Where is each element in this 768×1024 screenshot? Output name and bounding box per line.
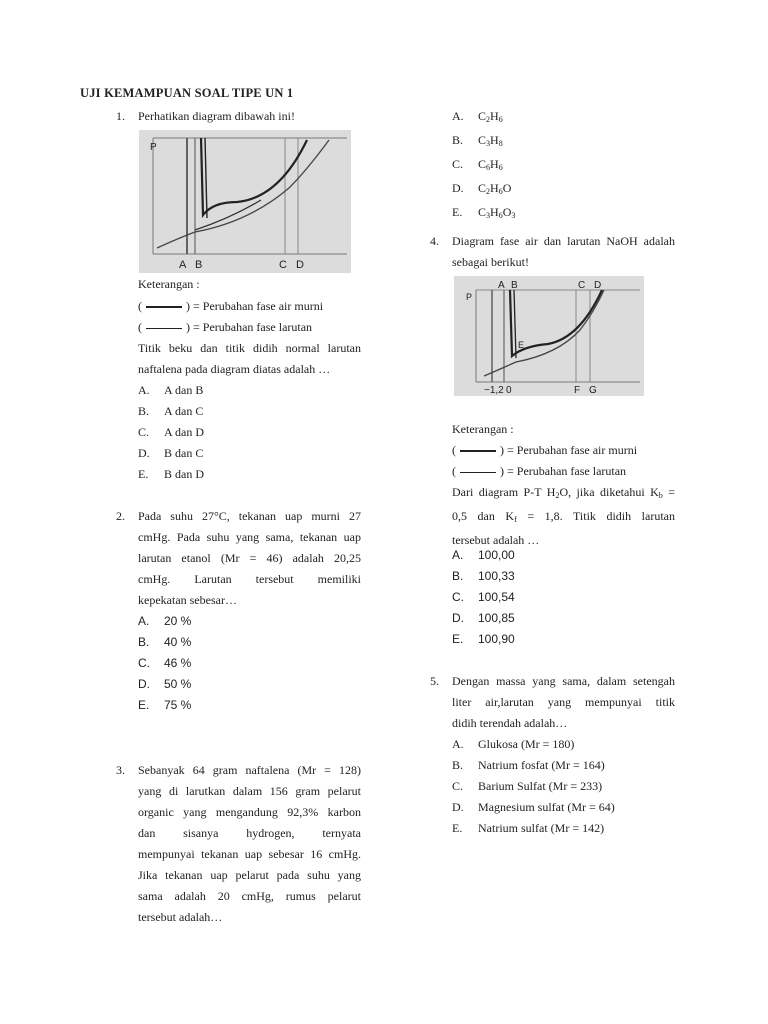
option-text: 50 % (164, 677, 192, 691)
option-letter: D. (452, 800, 464, 814)
question-text (452, 671, 675, 734)
option-letter: C. (452, 157, 464, 171)
option-list (138, 611, 191, 716)
option-letter: C. (452, 590, 464, 604)
legend-text: ) = Perubahan fase air murni (500, 443, 638, 457)
option-text: Barium Sulfat (Mr = 233) (478, 779, 603, 793)
text-line: Dari diagram P-T $H_2O$, jika diketahui $K_b$ = (452, 485, 675, 500)
legend-text: ) = Perubahan fase air murni (186, 299, 324, 313)
legend-paren: ( (452, 443, 456, 457)
option-d[interactable] (138, 674, 191, 695)
text-line: Titik beku dan titik didih normal larutan (138, 341, 361, 355)
question-number: 4. (430, 234, 439, 248)
fig2-label-p: P (466, 292, 473, 302)
option-letter: A. (138, 614, 150, 628)
option-letter: B. (138, 635, 150, 649)
question-text (138, 760, 361, 928)
option-text: Natrium sulfat (Mr = 142) (478, 821, 605, 835)
legend-item-pure-water (452, 440, 637, 461)
option-b[interactable] (138, 401, 204, 422)
legend-heading: Keterangan : (138, 277, 200, 291)
option-e[interactable] (452, 629, 515, 650)
option-letter: D. (138, 446, 150, 460)
option-letter: E. (452, 632, 464, 646)
fig2-label-d: D (594, 280, 602, 291)
question-text (138, 338, 361, 380)
option-text: Natrium fosfat (Mr = 164) (478, 758, 605, 772)
option-list (452, 734, 615, 839)
option-c[interactable] (452, 776, 615, 797)
option-text: A dan D (164, 425, 204, 439)
option-text: A dan C (164, 404, 204, 418)
question-text (138, 506, 361, 611)
option-text: 100,85 (478, 611, 515, 625)
legend-heading: Keterangan : (452, 422, 514, 436)
fig2-label-minus-1-2: −1,2 (484, 385, 504, 396)
fig1-label-p: P (150, 142, 157, 153)
phase-diagram-2 (454, 276, 644, 396)
formula: $C_3H_6O_3$ (478, 205, 516, 220)
legend-text: ) = Perubahan fase larutan (186, 320, 313, 334)
text-line: yang di larutkan dalam 156 gram pelarut (138, 784, 361, 798)
option-d[interactable] (452, 797, 615, 818)
option-e[interactable] (452, 202, 515, 226)
fig1-label-c: C (279, 259, 287, 271)
text-line: kepekatan sebesar… (138, 593, 237, 607)
option-letter: B. (452, 758, 464, 772)
text-line: dan sisanya hydrogen, ternyata (138, 826, 361, 840)
option-letter: A. (452, 109, 464, 123)
option-text: 75 % (164, 698, 192, 712)
legend-paren: ( (452, 464, 456, 478)
option-letter: E. (138, 467, 149, 481)
option-text: B dan C (164, 446, 204, 460)
option-c[interactable] (452, 587, 515, 608)
option-letter: C. (138, 425, 150, 439)
option-list (138, 380, 204, 485)
page-title: UJI KEMAMPUAN SOAL TIPE UN 1 (80, 86, 294, 100)
fig1-label-a: A (179, 259, 187, 271)
text-line: tersebut adalah… (138, 910, 223, 924)
option-a[interactable] (452, 106, 515, 130)
text-line: Sebanyak 64 gram naftalena (Mr = 128) (138, 763, 361, 777)
option-b[interactable] (452, 130, 515, 154)
option-letter: B. (138, 404, 150, 418)
question-number: 5. (430, 674, 439, 688)
text-line: Diagram fase air dan larutan NaOH adalah (452, 234, 675, 248)
option-d[interactable] (452, 608, 515, 629)
fig2-label-b: B (511, 280, 518, 291)
fig2-label-c: C (578, 280, 586, 291)
option-text: 100,33 (478, 569, 515, 583)
fig2-label-zero: 0 (506, 385, 512, 396)
question-number: 2. (116, 509, 125, 523)
text-line: larutan etanol (Mr = 46) adalah 20,25 (138, 551, 361, 565)
question-number: 1. (116, 109, 125, 123)
option-letter: E. (138, 698, 150, 712)
option-letter: C. (452, 779, 464, 793)
fig2-label-g: G (589, 385, 597, 396)
legend-item-solution (138, 317, 312, 338)
option-e[interactable] (138, 464, 204, 485)
text-line: cmHg. Larutan tersebut memiliki (138, 572, 361, 586)
option-b[interactable] (452, 755, 615, 776)
option-a[interactable] (138, 611, 191, 632)
option-a[interactable] (138, 380, 204, 401)
text-line: sama adalah 20 cmHg, rumus pelarut (138, 889, 361, 903)
option-letter: E. (452, 205, 463, 219)
fig2-label-e: E (518, 340, 525, 350)
legend-line-thin (146, 328, 182, 329)
phase-diagram-1 (139, 130, 351, 273)
option-list (452, 545, 515, 650)
option-c[interactable] (138, 653, 191, 674)
option-c[interactable] (452, 154, 515, 178)
option-text: A dan B (164, 383, 204, 397)
option-text: Magnesium sulfat (Mr = 64) (478, 800, 615, 814)
text-line: naftalena pada diagram diatas adalah … (138, 362, 331, 376)
legend-line-thin (460, 472, 496, 473)
formula: $C_2H_6$ (478, 109, 503, 124)
option-text: Glukosa (Mr = 180) (478, 737, 575, 751)
option-letter: C. (138, 656, 150, 670)
option-d[interactable] (452, 178, 515, 202)
option-e[interactable] (138, 695, 191, 716)
legend-line-thick (146, 306, 182, 308)
option-d[interactable] (138, 443, 204, 464)
legend-paren: ( (138, 299, 142, 313)
fig1-label-b: B (195, 259, 203, 271)
question-stem: Perhatikan diagram dibawah ini! (138, 109, 295, 123)
legend-item-pure-water (138, 296, 323, 317)
option-text: 46 % (164, 656, 192, 670)
text-line: cmHg. Pada suhu yang sama, tekanan uap (138, 530, 361, 544)
option-letter: B. (452, 133, 464, 147)
fig2-label-a: A (498, 280, 505, 291)
legend-line-thick (460, 450, 496, 452)
fig1-label-d: D (296, 259, 304, 271)
option-letter: E. (452, 821, 463, 835)
question-text (452, 231, 675, 273)
legend-item-solution (452, 461, 626, 482)
option-text: 100,90 (478, 632, 515, 646)
formula: $C_2H_6O$ (478, 181, 512, 196)
option-text: 20 % (164, 614, 192, 628)
option-letter: A. (452, 548, 464, 562)
legend-paren: ( (138, 320, 142, 334)
option-text: 100,54 (478, 590, 515, 604)
text-line: liter air,larutan yang mempunyai titik (452, 695, 675, 709)
option-letter: B. (452, 569, 464, 583)
option-letter: D. (452, 611, 464, 625)
option-b[interactable] (452, 566, 515, 587)
question-text (452, 482, 675, 551)
text-line: mempunyai tekanan uap sebesar 16 cmHg. (138, 847, 361, 861)
option-c[interactable] (138, 422, 204, 443)
text-line: sebagai berikut! (452, 255, 529, 269)
text-line: organic yang mengandung 92,3% karbon (138, 805, 361, 819)
option-letter: D. (138, 677, 150, 691)
text-line: Pada suhu 27°C, tekanan uap murni 27 (138, 509, 361, 523)
option-letter: D. (452, 181, 464, 195)
fig2-label-f: F (574, 385, 581, 396)
option-b[interactable] (138, 632, 191, 653)
text-line: 0,5 dan $K_f = 1,8$. Titik didih larutan (452, 509, 675, 524)
option-text: 100,00 (478, 548, 515, 562)
question-number: 3. (116, 763, 125, 777)
option-e[interactable] (452, 818, 615, 839)
text-line: tersebut adalah … (452, 533, 540, 547)
option-list (452, 106, 515, 226)
legend-text: ) = Perubahan fase larutan (500, 464, 627, 478)
option-a[interactable] (452, 734, 615, 755)
text-line: Dengan massa yang sama, dalam setengah (452, 674, 675, 688)
text-line: Jika tekanan uap pelarut pada suhu yang (138, 868, 361, 882)
formula: $C_3H_8$ (478, 133, 503, 148)
option-a[interactable] (452, 545, 515, 566)
option-letter: A. (138, 383, 150, 397)
formula: $C_6H_6$ (478, 157, 503, 172)
option-text: 40 % (164, 635, 192, 649)
option-letter: A. (452, 737, 464, 751)
option-text: B dan D (164, 467, 204, 481)
text-line: didih terendah adalah… (452, 716, 568, 730)
